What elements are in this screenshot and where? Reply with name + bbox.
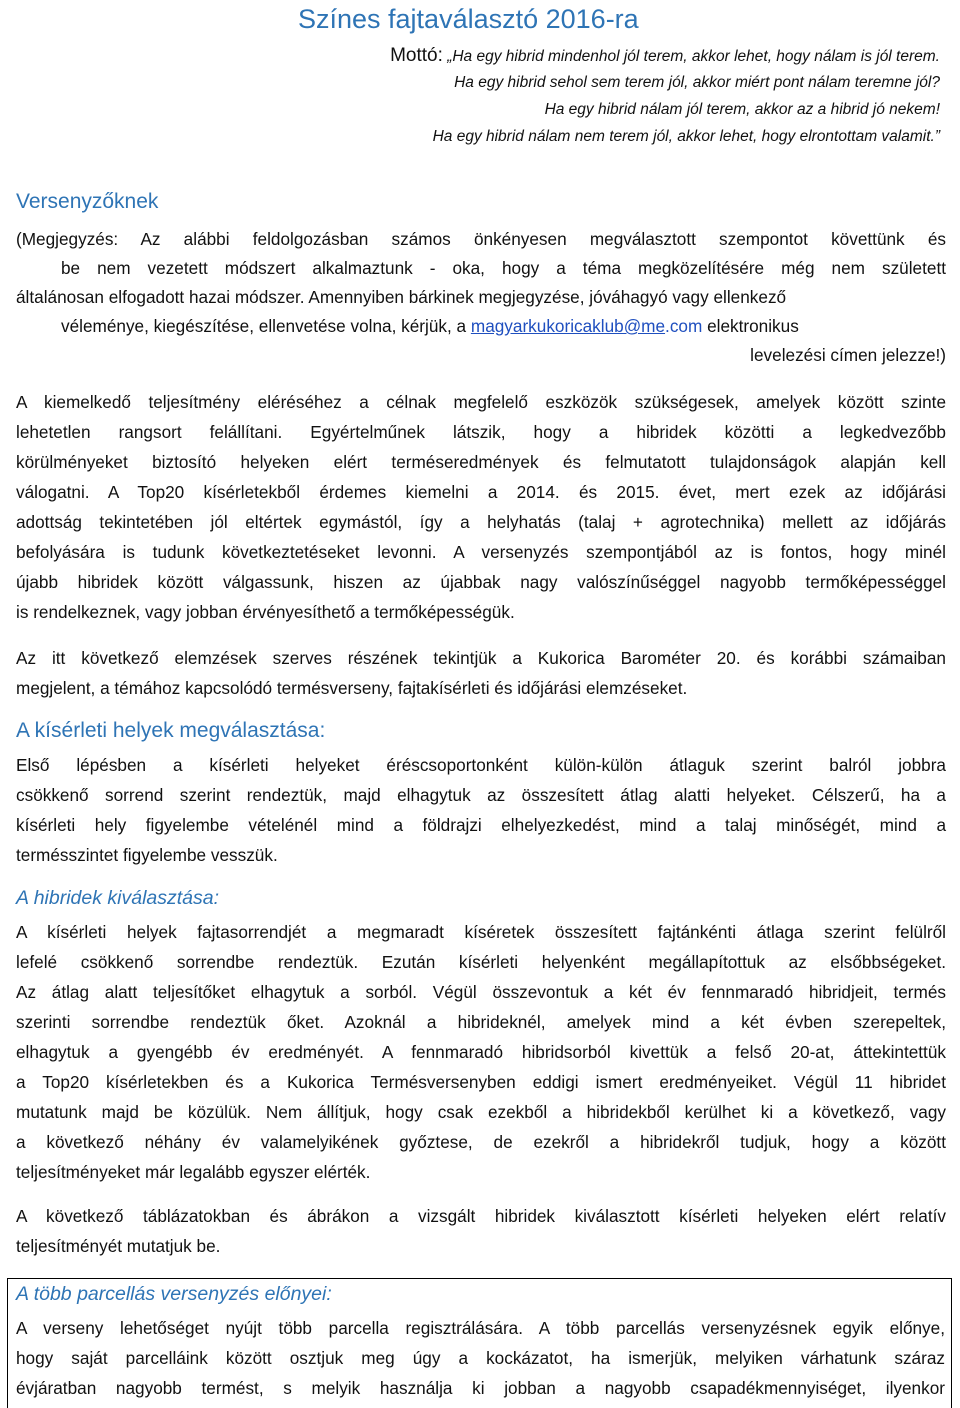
text-line: teljesítményét mutatjuk be. xyxy=(16,1236,221,1256)
text-line: kísérleti hely figyelembe vételénél mind a földrajzi elhelyezkedést, mind a talaj minőségét, mind a xyxy=(16,815,946,835)
paragraph xyxy=(16,750,946,870)
box-paragraph xyxy=(16,1313,945,1403)
text-line: Első lépésben a kísérleti helyeket éréscsoportonként külön-külön átlaguk szerint balról jobbra xyxy=(16,755,946,775)
heading-hibridek: A hibridek kiválasztása: xyxy=(16,887,220,909)
text-line: válogatni. A Top20 kísérletekből érdemes kiemelni a 2014. és 2015. évet, mert ezek az időjárási xyxy=(16,482,946,502)
box-heading: A több parcellás versenyzés előnyei: xyxy=(16,1283,332,1305)
text-line: lehetetlen rangsort felállítani. Egyértelműnek látszik, hogy a hibridek közötti a legkedvezőbb xyxy=(16,422,946,442)
note-text: véleménye, kiegészítése, ellenvetése volna, kérjük, a xyxy=(61,316,467,336)
info-box xyxy=(7,1278,952,1408)
text-line: A kiemelkedő teljesítmény eléréséhez a célnak megfelelő eszközök szükségesek, amelyek között szinte xyxy=(16,392,946,412)
text-line: adottság tekintetében jól eltértek egymástól, így a helyhatás (talaj + agrotechnika) mellett az időjárás xyxy=(16,512,946,532)
text-line: teljesítményeket már legalább egyszer elérték. xyxy=(16,1162,371,1182)
text-line: körülményeket biztosító helyeken elért terméseredmények és felmutatott tulajdonságok alapján kell xyxy=(16,452,946,472)
heading-versenyzoknek: Versenyzőknek xyxy=(16,190,159,213)
text-line: csökkenő sorrend szerint rendeztük, majd elhagytuk az összesített átlag alatti helyeket. Célszerű, ha a xyxy=(16,785,946,805)
text-line: Az átlag alatt teljesítőket elhagytuk a sorból. Végül összevontuk a két év fennmaradó hibridjeit, termés xyxy=(16,982,946,1002)
text-line: szerinti sorrendbe rendeztük őket. Azoknál a hibrideknél, amelyek mind a két évben szerepeltek, xyxy=(16,1012,946,1032)
paragraph xyxy=(16,643,946,703)
text-line: (Megjegyzés: Az alábbi feldolgozásban számos önkényesen megválasztott szempontot követtünk és xyxy=(16,229,946,249)
text-line: általánosan elfogadott hazai módszer. Amennyiben bárkinek megjegyzése, jóváhagyó vagy ellenkező xyxy=(16,287,787,307)
text-line: évjáratban nagyobb termést, s melyik használja ki jobban a nagyobb csapadékmennyiséget, ilyenkor xyxy=(16,1378,945,1398)
text-line: megjelent, a témához kapcsolódó termésverseny, fajtakísérleti és időjárási elemzéseket. xyxy=(16,678,688,698)
text-line: A verseny lehetőséget nyújt több parcella regisztrálására. A több parcellás versenyzésnek egyik előnye, xyxy=(16,1318,945,1338)
text-line: lefelé csökkenő sorrendbe rendeztük. Ezután kísérleti helyenként megállapítottuk az elsőbbségeket. xyxy=(16,952,946,972)
text-line: A következő táblázatokban és ábrákon a vizsgált hibridek kiválasztott kísérleti helyeken elért relatív xyxy=(16,1206,946,1226)
text-line: is rendelkeznek, vagy jobban érvényesíthető a termőképességük. xyxy=(16,602,515,622)
text-line: elhagytuk a gyengébb év eredményét. A fennmaradó hibridsorból kivettük a felső 20-at, áttekintettük xyxy=(16,1042,946,1062)
motto-line: Ha egy hibrid nálam nem terem jól, akkor lehet, hogy elrontottam valamit.” xyxy=(432,128,940,145)
motto-text: „Ha egy hibrid mindenhol jól terem, akkor lehet, hogy nálam is jól terem. xyxy=(447,48,940,65)
text-line: termésszintet figyelembe vesszük. xyxy=(16,845,278,865)
text-line: mutatunk majd be közülük. Nem állítjuk, hogy csak ezekből a hibridekből kerülhet ki a következő, vagy xyxy=(16,1102,946,1122)
text-line: A kísérleti helyek fajtasorrendjét a megmaradt kíséretek összesített fajtánkénti átlaga szerint felülről xyxy=(16,922,946,942)
paragraph xyxy=(16,1201,946,1261)
note-text: elektronikus xyxy=(707,316,799,336)
motto-line: Ha egy hibrid sehol sem terem jól, akkor miért pont nálam teremne jól? xyxy=(454,74,940,91)
motto-line xyxy=(0,42,940,69)
text-line: hogy saját parcelláink között osztjuk meg úgy a kockázatot, ha ismerjük, melyiken várhatunk száraz xyxy=(16,1348,945,1368)
page-title: Színes fajtaválasztó 2016-ra xyxy=(298,4,639,34)
text-line: levelezési címen jelezze!) xyxy=(750,345,946,365)
heading-kiserleti-helyek: A kísérleti helyek megválasztása: xyxy=(16,719,326,742)
text-line: újabb hibridek között válgassunk, hiszen az újabbak nagy valószínűséggel nagyobb termőképességgel xyxy=(16,572,946,592)
paragraph xyxy=(16,387,946,627)
motto-label: Mottó: xyxy=(390,45,443,66)
motto-block xyxy=(0,42,940,150)
motto-line: Ha egy hibrid nálam jól terem, akkor az a hibrid jó nekem! xyxy=(544,101,940,118)
paragraph xyxy=(16,917,946,1187)
text-line xyxy=(16,312,946,341)
text-line: be nem vezetett módszert alkalmaztunk - oka, hogy a téma megközelítésére még nem született xyxy=(61,258,946,278)
email-domain: .com xyxy=(665,316,703,336)
text-line: befolyására is tudunk következtetéseket levonni. A versenyzés szempontjából az is fontos, hogy minél xyxy=(16,542,946,562)
note-paragraph xyxy=(16,225,946,370)
text-line: Az itt következő elemzések szerves részének tekintjük a Kukorica Barométer 20. és korábbi számaiban xyxy=(16,648,946,668)
email-link[interactable]: magyarkukoricaklub@me xyxy=(470,316,666,336)
text-line: a következő néhány év valamelyikének győztese, de ezekről a hibridekről tudjuk, hogy a között xyxy=(16,1132,946,1152)
text-line: a Top20 kísérletekben és a Kukorica Termésversenyben eddigi ismert eredményeiket. Végül 11 hibridet xyxy=(16,1072,946,1092)
